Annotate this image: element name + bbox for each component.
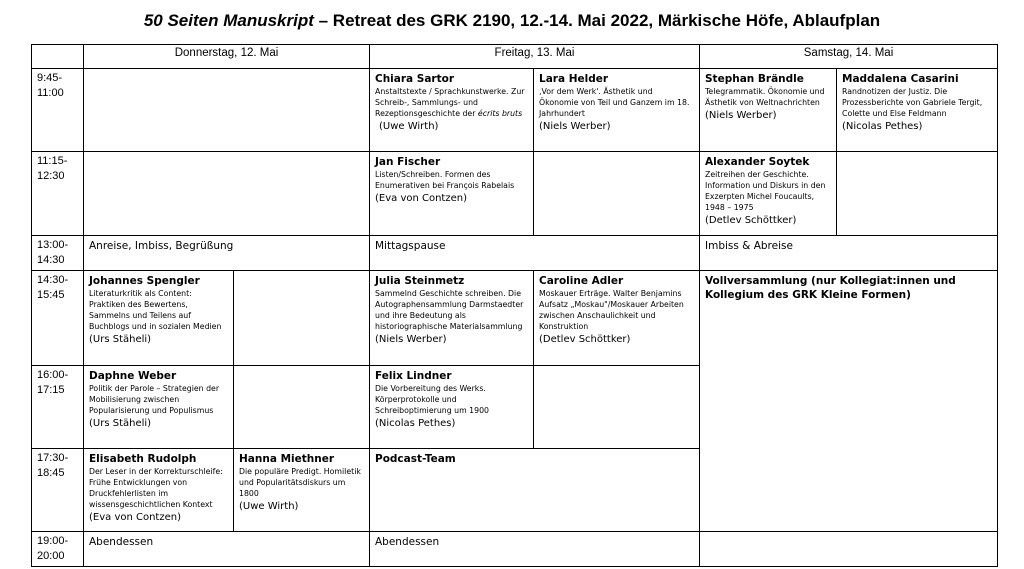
session-adler [534,271,700,366]
event-label: Vollversammlung (nur Kollegiat:innen und Kollegium des GRK Kleine Formen) [705,275,956,301]
event-label: Anreise, Imbiss, Begrüßung [89,240,234,252]
event-lunch [370,236,700,271]
table-row [32,532,998,567]
speaker-name: Johannes Spengler [89,275,200,287]
time-label: 11:15- 12:30 [37,155,68,182]
empty-cell [234,366,370,449]
talk-title: Sammelnd Geschichte schreiben. Die Autographensammlung Darmstaedter und ihre Bedeutung als historiographische Materialsammlung [375,289,524,331]
talk-title: Der Leser in der Korrekturschleife: Frühe Entwicklungen von Druckfehlerlisten im wissensgeschichtlichen Kontext [89,467,223,509]
talk-title: ‚Vor dem Werk'. Ästhetik und Ökonomie von Teil und Ganzem im 18. Jahrhundert [539,87,690,118]
time-cell [32,236,84,271]
time-label: 13:00- 14:30 [37,239,69,266]
session-spengler [84,271,234,366]
event-label: Abendessen [89,536,154,548]
time-cell [32,152,84,236]
chair-name: (Niels Werber) [375,334,447,345]
session-sartor [370,69,534,152]
title-italic: 50 Seiten Manuskript [143,11,314,30]
time-label: 14:30- 15:45 [37,274,69,301]
table-row [32,152,998,236]
time-cell [32,271,84,366]
empty-cell [84,152,370,236]
talk-title [375,86,528,119]
table-row [32,271,998,366]
talk-title-italic: écrits bruts [477,109,523,118]
speaker-name: Elisabeth Rudolph [89,453,197,465]
header-row [32,45,998,69]
session-lindner [370,366,534,449]
talk-title: Die populäre Predigt. Homiletik und Popularitätsdiskurs um 1800 [239,467,361,498]
session-weber [84,366,234,449]
time-cell [32,449,84,532]
event-label: Mittagspause [375,240,446,252]
session-casarini [837,69,998,152]
session-fischer [370,152,534,236]
time-label: 17:30- 18:45 [37,452,69,479]
table-row [32,236,998,271]
chair-name: (Niels Werber) [705,110,777,121]
talk-title: Listen/Schreiben. Formen des Enumerativen bei François Rabelais [375,170,515,190]
empty-cell [84,69,370,152]
talk-title: Moskauer Erträge. Walter Benjamins Aufsatz „Moskau"/Moskauer Arbeiten zwischen Anschaulichkeit und Konstruktion [539,289,684,331]
time-cell [32,366,84,449]
event-plenary [700,271,998,532]
talk-title: Politik der Parole – Strategien der Mobilisierung zwischen Popularisierung und Populismus [89,384,220,415]
chair-name: (Nicolas Pethes) [375,418,456,429]
chair-name: (Uwe Wirth) [239,501,299,512]
event-label: Imbiss & Abreise [705,240,793,252]
speaker-name: Caroline Adler [539,275,624,287]
time-label: 19:00- 20:00 [37,535,69,562]
speaker-name: Daphne Weber [89,370,177,382]
corner-cell [32,45,84,69]
event-dinner-thursday [84,532,370,567]
document-title [0,11,1024,31]
speaker-name: Alexander Soytek [705,156,810,168]
time-cell [32,69,84,152]
talk-title: Die Vorbereitung des Werks. Körperprotokolle und Schreiboptimierung um 1900 [375,384,489,415]
speaker-name: Maddalena Casarini [842,73,959,85]
day-header-thursday: Donnerstag, 12. Mai [84,45,370,69]
session-braendle [700,69,837,152]
event-podcast [370,449,700,532]
schedule-table [31,44,998,567]
table-row [32,69,998,152]
time-cell [32,532,84,567]
empty-cell [534,366,700,449]
time-label: 9:45- 11:00 [37,72,64,99]
chair-name: (Urs Stäheli) [89,334,152,345]
session-helder [534,69,700,152]
day-header-friday: Freitag, 13. Mai [370,45,700,69]
empty-cell [837,152,998,236]
empty-cell [234,271,370,366]
event-arrival [84,236,370,271]
chair-name: (Nicolas Pethes) [842,121,923,132]
title-rest: – Retreat des GRK 2190, 12.-14. Mai 2022, Märkische Höfe, Ablaufplan [313,11,881,30]
speaker-name: Chiara Sartor [375,73,455,85]
talk-title: Randnotizen der Justiz. Die Prozessberichte von Gabriele Tergit, Colette und Else Feldmann [842,87,983,118]
session-steinmetz [370,271,534,366]
event-label: Abendessen [375,536,440,548]
talk-title-text: Anstaltstexte / Sprachkunstwerke. Zur Schreib-, Sammlungs- und Rezeptionsgeschichte der [375,87,525,118]
event-label: Podcast-Team [375,453,456,465]
chair-name: (Niels Werber) [539,121,611,132]
time-label: 16:00- 17:15 [37,369,69,396]
chair-name: (Urs Stäheli) [89,418,152,429]
empty-cell [534,152,700,236]
chair-name: (Eva von Contzen) [89,512,181,523]
chair-name: (Detlev Schöttker) [539,334,631,345]
chair-name: (Uwe Wirth) [379,121,439,132]
speaker-name: Jan Fischer [375,156,441,168]
talk-title: Zeitreihen der Geschichte. Information und Diskurs in den Exzerpten Michel Foucaults, 1948 – 1975 [705,170,826,212]
speaker-name: Felix Lindner [375,370,452,382]
speaker-name: Stephan Brändle [705,73,804,85]
session-rudolph [84,449,234,532]
empty-cell [700,532,998,567]
session-soytek [700,152,837,236]
chair-name: (Detlev Schöttker) [705,215,797,226]
day-header-saturday: Samstag, 14. Mai [700,45,998,69]
talk-title: Telegrammatik. Ökonomie und Ästhetik von Weltnachrichten [705,87,825,107]
event-dinner-friday [370,532,700,567]
session-miethner [234,449,370,532]
speaker-name: Lara Helder [539,73,609,85]
event-departure [700,236,998,271]
speaker-name: Hanna Miethner [239,453,335,465]
chair-name: (Eva von Contzen) [375,193,467,204]
speaker-name: Julia Steinmetz [375,275,465,287]
talk-title: Literaturkritik als Content: Praktiken des Bewertens, Sammelns und Teilens auf Buchblogs und in sozialen Medien [89,289,222,331]
